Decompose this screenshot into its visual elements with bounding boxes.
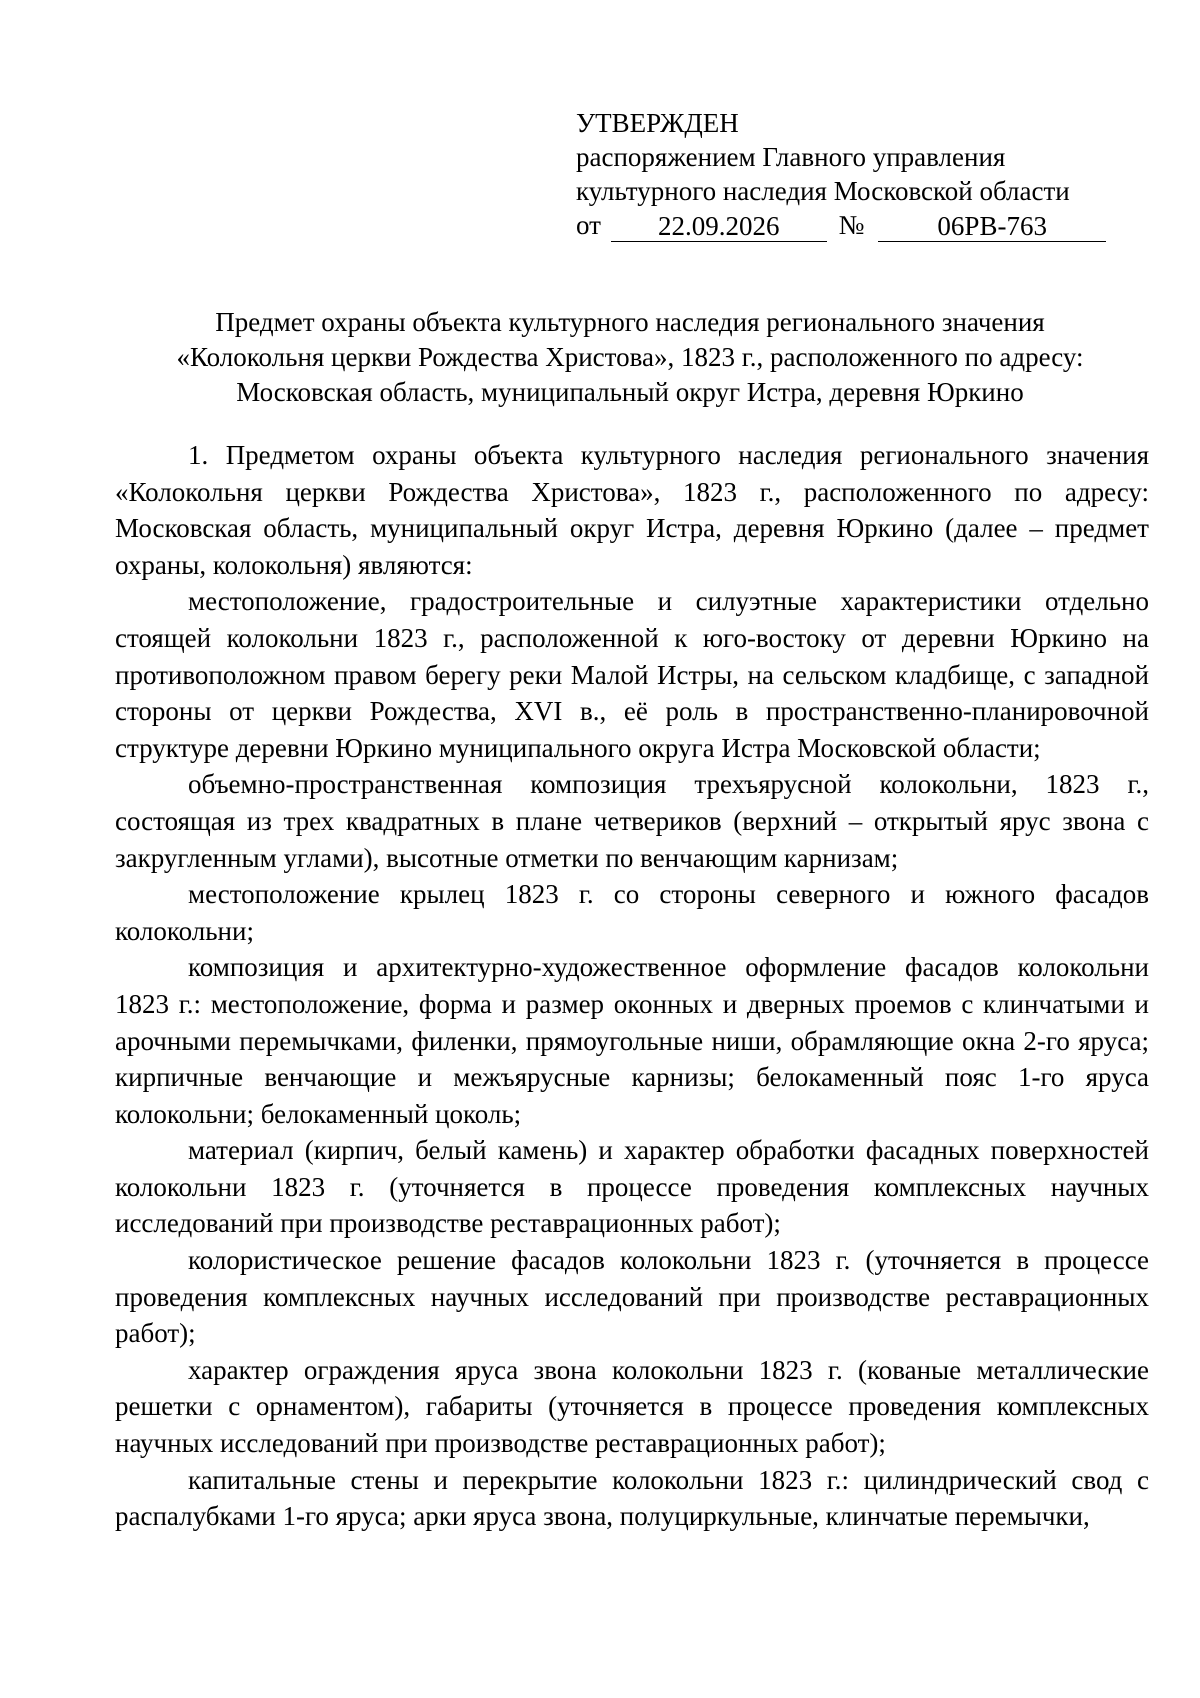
paragraph-walls: капитальные стены и перекрытие колокольни 1823 г.: цилиндрический свод с распалубками 1-го яруса; арки яруса звона, полуциркульные, клинчатые перемычки, (115, 1464, 1149, 1532)
approval-line-2: культурного наследия Московской области (576, 176, 1070, 206)
paragraph-facades: композиция и архитектурно-художественное оформление фасадов колокольни 1823 г.: местоположение, форма и размер оконных и дверных проемов с клинчатыми и арочными перемычками, филенки, прямоугольные ниши, обрамляющие окна 2-го яруса; кирпичные венчающие и межъярусные карнизы; белокаменный пояс 1-го яруса колокольни; белокаменный цоколь; (115, 952, 1149, 1129)
approval-date-line (576, 208, 1106, 242)
approval-number-label: № (838, 210, 865, 240)
document-title (110, 305, 1150, 410)
approval-block (576, 106, 1106, 242)
title-line-3: Московская область, муниципальный округ Истра, деревня Юркино (236, 377, 1024, 407)
paragraph-porches: местоположение крылец 1823 г. со стороны северного и южного фасадов колокольни; (115, 879, 1149, 946)
approval-date: 22.09.2026 (611, 211, 827, 242)
approval-heading: УТВЕРЖДЕН (576, 108, 739, 138)
paragraph-material: материал (кирпич, белый камень) и характер обработки фасадных поверхностей колокольни 1823 г. (уточняется в процессе проведения комплексных научных исследований при производстве реставрационных работ); (115, 1135, 1149, 1239)
title-line-2: «Колокольня церкви Рождества Христова», 1823 г., расположенного по адресу: (176, 342, 1084, 372)
paragraph-coloristic: колористическое решение фасадов колокольни 1823 г. (уточняется в процессе проведения комплексных научных исследований при производстве реставрационных работ); (115, 1245, 1149, 1349)
paragraph-1: 1. Предметом охраны объекта культурного наследия регионального значения «Колокольня церкви Рождества Христова», 1823 г., расположенного по адресу: Московская область, муниципальный округ Истра, деревня Юркино (далее – предмет охраны, колокольня) являются: (115, 440, 1149, 580)
paragraph-composition: объемно-пространственная композиция трехъярусной колокольни, 1823 г., состоящая из трех квадратных в плане четвериков (верхний – открытый ярус звона с закругленным углами), высотные отметки по венчающим карнизам; (115, 769, 1149, 873)
title-line-1: Предмет охраны объекта культурного наследия регионального значения (215, 307, 1045, 337)
approval-number: 06РВ-763 (878, 211, 1106, 242)
approval-line-1: распоряжением Главного управления (576, 142, 1006, 172)
paragraph-fence: характер ограждения яруса звона колокольни 1823 г. (кованые металлические решетки с орнаментом), габариты (уточняется в процессе проведения комплексных научных исследований при производстве реставрационных работ); (115, 1354, 1149, 1459)
paragraph-location: местоположение, градостроительные и силуэтные характеристики отдельно стоящей колокольни 1823 г., расположенной к юго-востоку от деревни Юркино на противоположном правом берегу реки Малой Истры, на сельском кладбище, с западной стороны от церкви Рождества, XVI в., её роль в пространственно-планировочной структуре деревни Юркино муниципального округа Истра Московской области; (115, 586, 1149, 763)
approval-from-label: от (576, 210, 601, 240)
document-body (115, 437, 1149, 1535)
